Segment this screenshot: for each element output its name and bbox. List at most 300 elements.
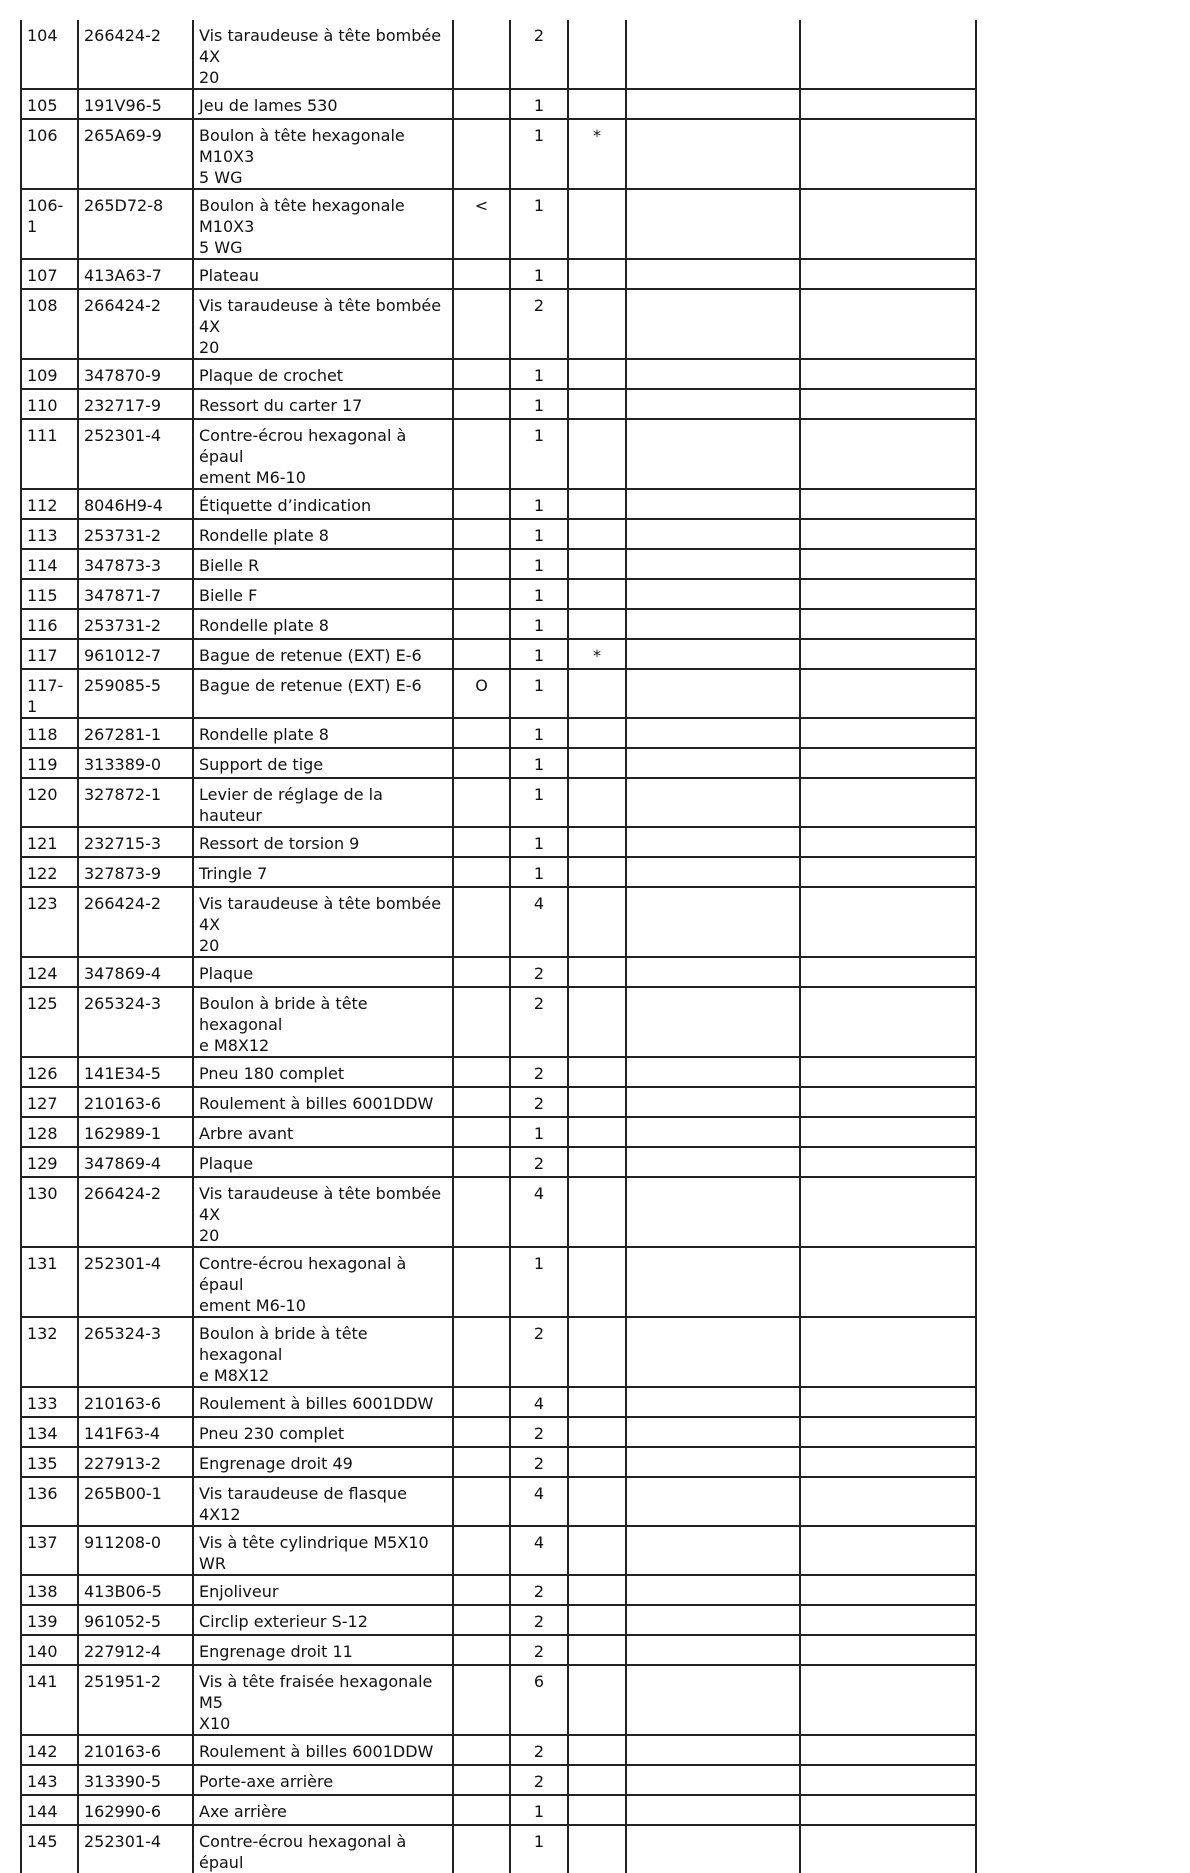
item-number: 106 <box>21 119 78 189</box>
item-number: 131 <box>21 1247 78 1317</box>
part-number: 347869-4 <box>78 1147 193 1177</box>
part-number: 141F63-4 <box>78 1417 193 1447</box>
table-row <box>21 189 976 259</box>
blank-cell <box>800 419 976 489</box>
part-number: 313389-0 <box>78 748 193 778</box>
quantity: 4 <box>510 887 568 957</box>
interchange-mark <box>568 189 626 259</box>
item-number: 121 <box>21 827 78 857</box>
quantity: 1 <box>510 1247 568 1317</box>
table-row <box>21 1147 976 1177</box>
table-row <box>21 1447 976 1477</box>
part-number: 413A63-7 <box>78 259 193 289</box>
blank-cell <box>626 119 800 189</box>
table-row <box>21 1526 976 1575</box>
interchange-mark <box>568 1147 626 1177</box>
table-row <box>21 419 976 489</box>
quantity: 2 <box>510 1575 568 1605</box>
item-number: 109 <box>21 359 78 389</box>
part-description: Plaque <box>193 1147 453 1177</box>
blank-cell <box>626 1477 800 1526</box>
change-mark <box>453 639 510 669</box>
blank-cell <box>800 259 976 289</box>
part-description: Boulon à tête hexagonale M10X3 5 WG <box>193 119 453 189</box>
change-mark <box>453 748 510 778</box>
part-number: 253731-2 <box>78 519 193 549</box>
blank-cell <box>800 289 976 359</box>
part-number: 327873-9 <box>78 857 193 887</box>
part-description: Bague de retenue (EXT) E-6 <box>193 639 453 669</box>
part-number: 313390-5 <box>78 1765 193 1795</box>
interchange-mark <box>568 389 626 419</box>
item-number: 134 <box>21 1417 78 1447</box>
quantity: 1 <box>510 827 568 857</box>
blank-cell <box>626 489 800 519</box>
blank-cell <box>626 289 800 359</box>
part-description: Porte-axe arrière <box>193 1765 453 1795</box>
part-number: 227912-4 <box>78 1635 193 1665</box>
item-number: 145 <box>21 1825 78 1873</box>
table-row <box>21 1575 976 1605</box>
part-number: 266424-2 <box>78 289 193 359</box>
part-description: Rondelle plate 8 <box>193 519 453 549</box>
quantity: 2 <box>510 1417 568 1447</box>
quantity: 2 <box>510 1087 568 1117</box>
part-description: Vis à tête cylindrique M5X10 WR <box>193 1526 453 1575</box>
blank-cell <box>626 1417 800 1447</box>
item-number: 110 <box>21 389 78 419</box>
interchange-mark <box>568 1057 626 1087</box>
item-number: 120 <box>21 778 78 827</box>
interchange-mark <box>568 748 626 778</box>
quantity: 2 <box>510 289 568 359</box>
part-number: 232717-9 <box>78 389 193 419</box>
quantity: 4 <box>510 1477 568 1526</box>
blank-cell <box>626 1825 800 1873</box>
interchange-mark <box>568 1447 626 1477</box>
interchange-mark <box>568 1117 626 1147</box>
change-mark <box>453 20 510 89</box>
table-row <box>21 389 976 419</box>
blank-cell <box>800 1795 976 1825</box>
part-number: 162989-1 <box>78 1117 193 1147</box>
part-description: Pneu 180 complet <box>193 1057 453 1087</box>
table-row <box>21 1765 976 1795</box>
item-number: 143 <box>21 1765 78 1795</box>
blank-cell <box>626 389 800 419</box>
blank-cell <box>626 519 800 549</box>
part-number: 265D72-8 <box>78 189 193 259</box>
blank-cell <box>800 857 976 887</box>
part-description: Vis taraudeuse de flasque 4X12 <box>193 1477 453 1526</box>
part-number: 961052-5 <box>78 1605 193 1635</box>
table-row <box>21 1117 976 1147</box>
interchange-mark <box>568 987 626 1057</box>
blank-cell <box>626 1735 800 1765</box>
quantity: 1 <box>510 639 568 669</box>
quantity: 1 <box>510 419 568 489</box>
item-number: 137 <box>21 1526 78 1575</box>
table-row <box>21 1317 976 1387</box>
item-number: 111 <box>21 419 78 489</box>
part-number: 347869-4 <box>78 957 193 987</box>
blank-cell <box>800 669 976 718</box>
blank-cell <box>626 549 800 579</box>
part-number: 252301-4 <box>78 1247 193 1317</box>
table-row <box>21 1417 976 1447</box>
part-description: Boulon à tête hexagonale M10X3 5 WG <box>193 189 453 259</box>
item-number: 117 <box>21 639 78 669</box>
item-number: 115 <box>21 579 78 609</box>
part-description: Vis taraudeuse à tête bombée 4X 20 <box>193 887 453 957</box>
quantity: 2 <box>510 1605 568 1635</box>
blank-cell <box>626 1765 800 1795</box>
blank-cell <box>626 1057 800 1087</box>
part-number: 252301-4 <box>78 419 193 489</box>
interchange-mark <box>568 1605 626 1635</box>
change-mark <box>453 1117 510 1147</box>
item-number: 140 <box>21 1635 78 1665</box>
blank-cell <box>800 359 976 389</box>
table-row <box>21 20 976 89</box>
item-number: 113 <box>21 519 78 549</box>
quantity: 1 <box>510 1117 568 1147</box>
part-description: Rondelle plate 8 <box>193 609 453 639</box>
change-mark <box>453 1735 510 1765</box>
part-description: Roulement à billes 6001DDW <box>193 1387 453 1417</box>
quantity: 4 <box>510 1526 568 1575</box>
part-description: Bielle F <box>193 579 453 609</box>
blank-cell <box>626 1087 800 1117</box>
blank-cell <box>800 718 976 748</box>
quantity: 4 <box>510 1177 568 1247</box>
blank-cell <box>626 1635 800 1665</box>
blank-cell <box>626 827 800 857</box>
part-description: Étiquette d’indication <box>193 489 453 519</box>
part-description: Vis taraudeuse à tête bombée 4X 20 <box>193 20 453 89</box>
item-number: 138 <box>21 1575 78 1605</box>
table-row <box>21 748 976 778</box>
blank-cell <box>626 1447 800 1477</box>
change-mark <box>453 489 510 519</box>
change-mark <box>453 1477 510 1526</box>
table-row <box>21 1635 976 1665</box>
blank-cell <box>626 718 800 748</box>
part-description: Contre-écrou hexagonal à épaul ement M6-10 <box>193 1247 453 1317</box>
part-number: 265A69-9 <box>78 119 193 189</box>
item-number: 126 <box>21 1057 78 1087</box>
quantity: 2 <box>510 1057 568 1087</box>
change-mark <box>453 778 510 827</box>
part-description: Support de tige <box>193 748 453 778</box>
item-number: 128 <box>21 1117 78 1147</box>
quantity: 1 <box>510 718 568 748</box>
item-number: 129 <box>21 1147 78 1177</box>
table-row <box>21 1247 976 1317</box>
part-description: Boulon à bride à tête hexagonal e M8X12 <box>193 987 453 1057</box>
blank-cell <box>626 1247 800 1317</box>
part-description: Ressort de torsion 9 <box>193 827 453 857</box>
blank-cell <box>626 20 800 89</box>
part-description: Vis à tête fraisée hexagonale M5 X10 <box>193 1665 453 1735</box>
interchange-mark <box>568 1087 626 1117</box>
change-mark <box>453 957 510 987</box>
blank-cell <box>800 778 976 827</box>
change-mark <box>453 1635 510 1665</box>
interchange-mark <box>568 489 626 519</box>
change-mark <box>453 1387 510 1417</box>
quantity: 1 <box>510 359 568 389</box>
change-mark <box>453 1795 510 1825</box>
table-row <box>21 669 976 718</box>
blank-cell <box>626 778 800 827</box>
part-description: Boulon à bride à tête hexagonal e M8X12 <box>193 1317 453 1387</box>
blank-cell <box>626 639 800 669</box>
blank-cell <box>626 957 800 987</box>
blank-cell <box>626 419 800 489</box>
table-row <box>21 1665 976 1735</box>
interchange-mark <box>568 1387 626 1417</box>
quantity: 1 <box>510 389 568 419</box>
blank-cell <box>800 1665 976 1735</box>
blank-cell <box>800 489 976 519</box>
table-row <box>21 609 976 639</box>
interchange-mark <box>568 887 626 957</box>
interchange-mark: * <box>568 639 626 669</box>
item-number: 141 <box>21 1665 78 1735</box>
interchange-mark <box>568 549 626 579</box>
blank-cell <box>800 389 976 419</box>
blank-cell <box>626 887 800 957</box>
blank-cell <box>626 1665 800 1735</box>
item-number: 133 <box>21 1387 78 1417</box>
part-number: 232715-3 <box>78 827 193 857</box>
change-mark <box>453 718 510 748</box>
part-number: 266424-2 <box>78 20 193 89</box>
interchange-mark <box>568 1247 626 1317</box>
blank-cell <box>800 1177 976 1247</box>
blank-cell <box>626 1575 800 1605</box>
part-description: Bielle R <box>193 549 453 579</box>
interchange-mark <box>568 669 626 718</box>
part-number: 265324-3 <box>78 987 193 1057</box>
table-row <box>21 639 976 669</box>
change-mark <box>453 1147 510 1177</box>
interchange-mark <box>568 1417 626 1447</box>
interchange-mark <box>568 1795 626 1825</box>
blank-cell <box>626 857 800 887</box>
part-number: 252301-4 <box>78 1825 193 1873</box>
part-description: Bague de retenue (EXT) E-6 <box>193 669 453 718</box>
part-number: 347870-9 <box>78 359 193 389</box>
change-mark <box>453 1825 510 1873</box>
part-number: 210163-6 <box>78 1387 193 1417</box>
part-number: 347871-7 <box>78 579 193 609</box>
blank-cell <box>800 1605 976 1635</box>
table-row <box>21 579 976 609</box>
part-description: Contre-écrou hexagonal à épaul ement M6-10 <box>193 419 453 489</box>
blank-cell <box>800 119 976 189</box>
item-number: 122 <box>21 857 78 887</box>
part-number: 191V96-5 <box>78 89 193 119</box>
blank-cell <box>626 1147 800 1177</box>
blank-cell <box>800 1526 976 1575</box>
blank-cell <box>626 359 800 389</box>
blank-cell <box>800 1477 976 1526</box>
quantity: 2 <box>510 1765 568 1795</box>
quantity: 1 <box>510 119 568 189</box>
blank-cell <box>626 1387 800 1417</box>
part-description: Roulement à billes 6001DDW <box>193 1735 453 1765</box>
part-number: 266424-2 <box>78 887 193 957</box>
interchange-mark <box>568 857 626 887</box>
interchange-mark <box>568 289 626 359</box>
table-row <box>21 718 976 748</box>
part-number: 8046H9-4 <box>78 489 193 519</box>
blank-cell <box>626 1177 800 1247</box>
change-mark <box>453 1765 510 1795</box>
blank-cell <box>800 1735 976 1765</box>
part-description: Engrenage droit 11 <box>193 1635 453 1665</box>
blank-cell <box>626 748 800 778</box>
table-row <box>21 259 976 289</box>
change-mark <box>453 359 510 389</box>
part-description: Ressort du carter 17 <box>193 389 453 419</box>
blank-cell <box>626 609 800 639</box>
interchange-mark <box>568 1177 626 1247</box>
item-number: 117-1 <box>21 669 78 718</box>
blank-cell <box>800 189 976 259</box>
item-number: 108 <box>21 289 78 359</box>
part-description: Plaque <box>193 957 453 987</box>
change-mark <box>453 259 510 289</box>
quantity: 1 <box>510 579 568 609</box>
part-number: 259085-5 <box>78 669 193 718</box>
change-mark <box>453 1665 510 1735</box>
blank-cell <box>626 1117 800 1147</box>
quantity: 1 <box>510 857 568 887</box>
blank-cell <box>626 259 800 289</box>
table-row <box>21 359 976 389</box>
quantity: 1 <box>510 1795 568 1825</box>
table-row <box>21 987 976 1057</box>
blank-cell <box>800 89 976 119</box>
quantity: 1 <box>510 519 568 549</box>
blank-cell <box>626 1317 800 1387</box>
blank-cell <box>800 987 976 1057</box>
blank-cell <box>800 1057 976 1087</box>
table-row <box>21 827 976 857</box>
change-mark <box>453 1057 510 1087</box>
change-mark <box>453 389 510 419</box>
quantity: 1 <box>510 489 568 519</box>
change-mark <box>453 519 510 549</box>
table-row <box>21 549 976 579</box>
change-mark <box>453 1087 510 1117</box>
blank-cell <box>800 579 976 609</box>
part-number: 227913-2 <box>78 1447 193 1477</box>
change-mark <box>453 987 510 1057</box>
change-mark <box>453 1447 510 1477</box>
change-mark <box>453 289 510 359</box>
item-number: 139 <box>21 1605 78 1635</box>
part-number: 265B00-1 <box>78 1477 193 1526</box>
item-number: 119 <box>21 748 78 778</box>
blank-cell <box>800 639 976 669</box>
part-number: 265324-3 <box>78 1317 193 1387</box>
blank-cell <box>800 748 976 778</box>
blank-cell <box>800 1087 976 1117</box>
part-description: Contre-écrou hexagonal à épaul <box>193 1825 453 1873</box>
part-description: Plaque de crochet <box>193 359 453 389</box>
part-number: 347873-3 <box>78 549 193 579</box>
part-number: 251951-2 <box>78 1665 193 1735</box>
table-row <box>21 778 976 827</box>
part-description: Plateau <box>193 259 453 289</box>
part-description: Enjoliveur <box>193 1575 453 1605</box>
quantity: 1 <box>510 669 568 718</box>
change-mark <box>453 89 510 119</box>
interchange-mark <box>568 20 626 89</box>
item-number: 130 <box>21 1177 78 1247</box>
table-row <box>21 1795 976 1825</box>
part-description: Tringle 7 <box>193 857 453 887</box>
part-description: Arbre avant <box>193 1117 453 1147</box>
part-description: Vis taraudeuse à tête bombée 4X 20 <box>193 1177 453 1247</box>
change-mark <box>453 579 510 609</box>
part-number: 253731-2 <box>78 609 193 639</box>
interchange-mark <box>568 609 626 639</box>
part-description: Vis taraudeuse à tête bombée 4X 20 <box>193 289 453 359</box>
part-description: Roulement à billes 6001DDW <box>193 1087 453 1117</box>
item-number: 107 <box>21 259 78 289</box>
blank-cell <box>626 669 800 718</box>
item-number: 105 <box>21 89 78 119</box>
table-row <box>21 887 976 957</box>
interchange-mark <box>568 1317 626 1387</box>
change-mark: O <box>453 669 510 718</box>
change-mark <box>453 857 510 887</box>
change-mark <box>453 1605 510 1635</box>
part-number: 210163-6 <box>78 1735 193 1765</box>
table-row <box>21 1477 976 1526</box>
item-number: 123 <box>21 887 78 957</box>
interchange-mark <box>568 1575 626 1605</box>
quantity: 1 <box>510 189 568 259</box>
item-number: 118 <box>21 718 78 748</box>
part-number: 210163-6 <box>78 1087 193 1117</box>
interchange-mark <box>568 419 626 489</box>
blank-cell <box>626 189 800 259</box>
table-row <box>21 289 976 359</box>
part-description: Rondelle plate 8 <box>193 718 453 748</box>
change-mark <box>453 1575 510 1605</box>
part-description: Jeu de lames 530 <box>193 89 453 119</box>
part-description: Circlip exterieur S-12 <box>193 1605 453 1635</box>
item-number: 135 <box>21 1447 78 1477</box>
table-row <box>21 1387 976 1417</box>
interchange-mark <box>568 827 626 857</box>
quantity: 1 <box>510 609 568 639</box>
part-description: Axe arrière <box>193 1795 453 1825</box>
item-number: 136 <box>21 1477 78 1526</box>
blank-cell <box>626 1605 800 1635</box>
blank-cell <box>800 20 976 89</box>
item-number: 142 <box>21 1735 78 1765</box>
quantity: 2 <box>510 1635 568 1665</box>
interchange-mark <box>568 89 626 119</box>
quantity: 4 <box>510 1387 568 1417</box>
